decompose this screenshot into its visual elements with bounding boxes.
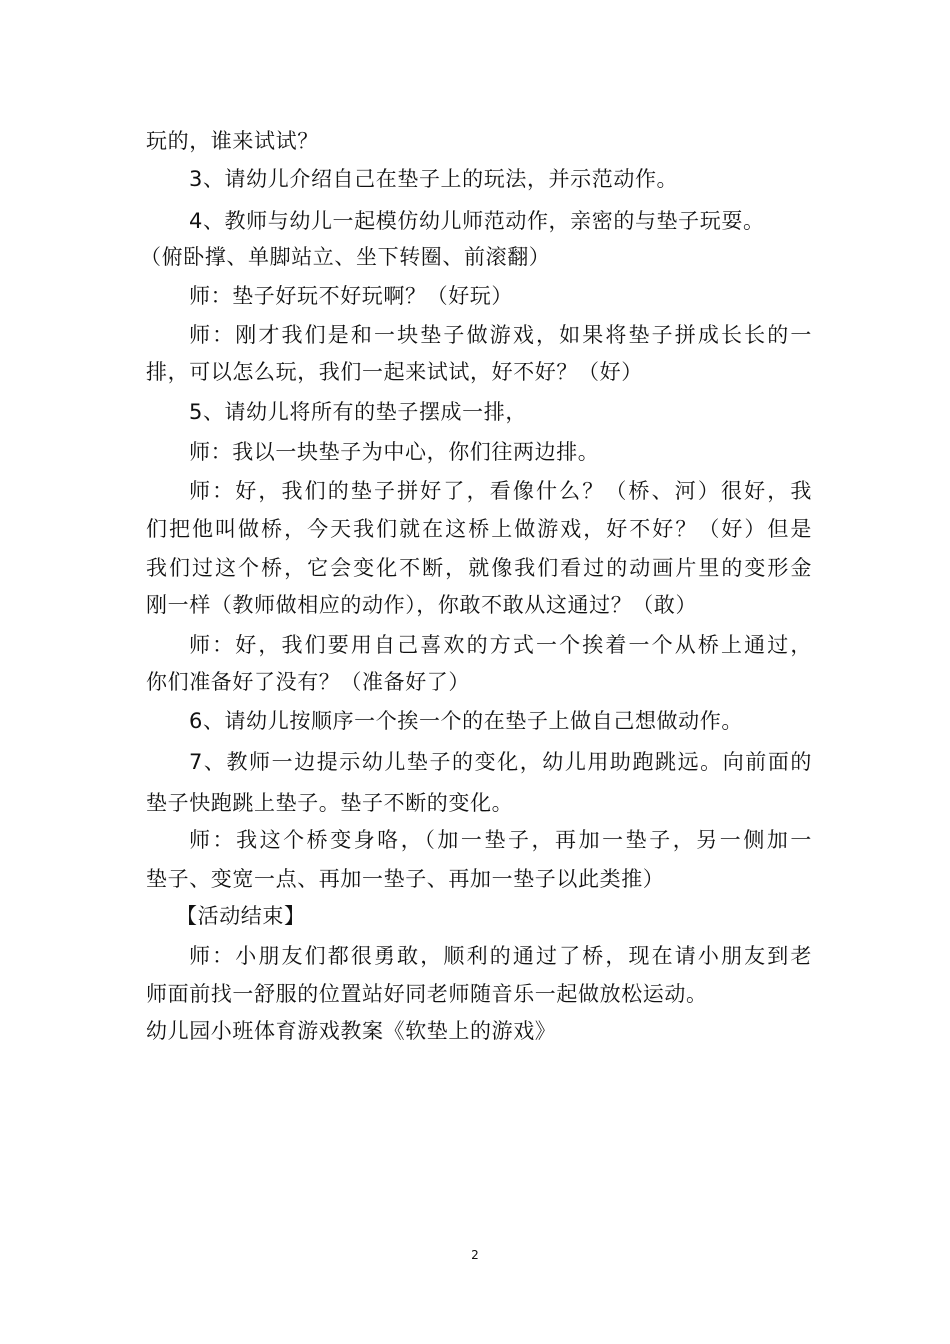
text-line: 3、请幼儿介绍自己在垫子上的玩法，并示范动作。 bbox=[189, 167, 679, 191]
text-line: 师：好，我们要用自己喜欢的方式一个挨着一个从桥上通过， bbox=[189, 633, 812, 657]
document-title-line: 幼儿园小班体育游戏教案《软垫上的游戏》 bbox=[146, 1019, 557, 1043]
text-line: 师：小朋友们都很勇敢，顺利的通过了桥，现在请小朋友到老 bbox=[189, 944, 812, 968]
text-line: 4、教师与幼儿一起模仿幼儿师范动作，亲密的与垫子玩耍。 bbox=[189, 209, 765, 233]
page-number: 2 bbox=[471, 1248, 479, 1262]
text-line: 师：我这个桥变身咯，（加一垫子，再加一垫子，另一侧加一 bbox=[189, 828, 812, 852]
section-heading: 【活动结束】 bbox=[176, 904, 306, 928]
text-line: 们把他叫做桥，今天我们就在这桥上做游戏，好不好？（好）但是 bbox=[146, 517, 812, 541]
text-line: 排，可以怎么玩，我们一起来试试，好不好？（好） bbox=[146, 360, 643, 384]
text-line: （俯卧撑、单脚站立、坐下转圈、前滚翻） bbox=[140, 245, 551, 269]
text-line: 玩的，谁来试试？ bbox=[146, 129, 319, 153]
text-line: 师：我以一块垫子为中心，你们往两边排。 bbox=[189, 440, 600, 464]
text-line: 师：好，我们的垫子拼好了，看像什么？（桥、河）很好，我 bbox=[189, 479, 812, 503]
text-line: 师：刚才我们是和一块垫子做游戏，如果将垫子拼成长长的一 bbox=[189, 323, 812, 347]
text-line: 7、教师一边提示幼儿垫子的变化，幼儿用助跑跳远。向前面的 bbox=[189, 750, 812, 774]
text-line: 刚一样（教师做相应的动作），你敢不敢从这通过？（敢） bbox=[146, 593, 698, 617]
text-line: 垫子快跑跳上垫子。垫子不断的变化。 bbox=[146, 791, 514, 815]
text-line: 垫子、变宽一点、再加一垫子、再加一垫子以此类推） bbox=[146, 867, 665, 891]
text-line: 师：垫子好玩不好玩啊？（好玩） bbox=[189, 284, 513, 308]
text-line: 师面前找一舒服的位置站好同老师随音乐一起做放松运动。 bbox=[146, 982, 708, 1006]
text-line: 5、请幼儿将所有的垫子摆成一排， bbox=[189, 400, 527, 424]
text-line: 6、请幼儿按顺序一个挨一个的在垫子上做自己想做动作。 bbox=[189, 709, 743, 733]
text-line: 你们准备好了没有？（准备好了） bbox=[146, 670, 470, 694]
text-line: 我们过这个桥，它会变化不断，就像我们看过的动画片里的变形金 bbox=[146, 556, 812, 580]
